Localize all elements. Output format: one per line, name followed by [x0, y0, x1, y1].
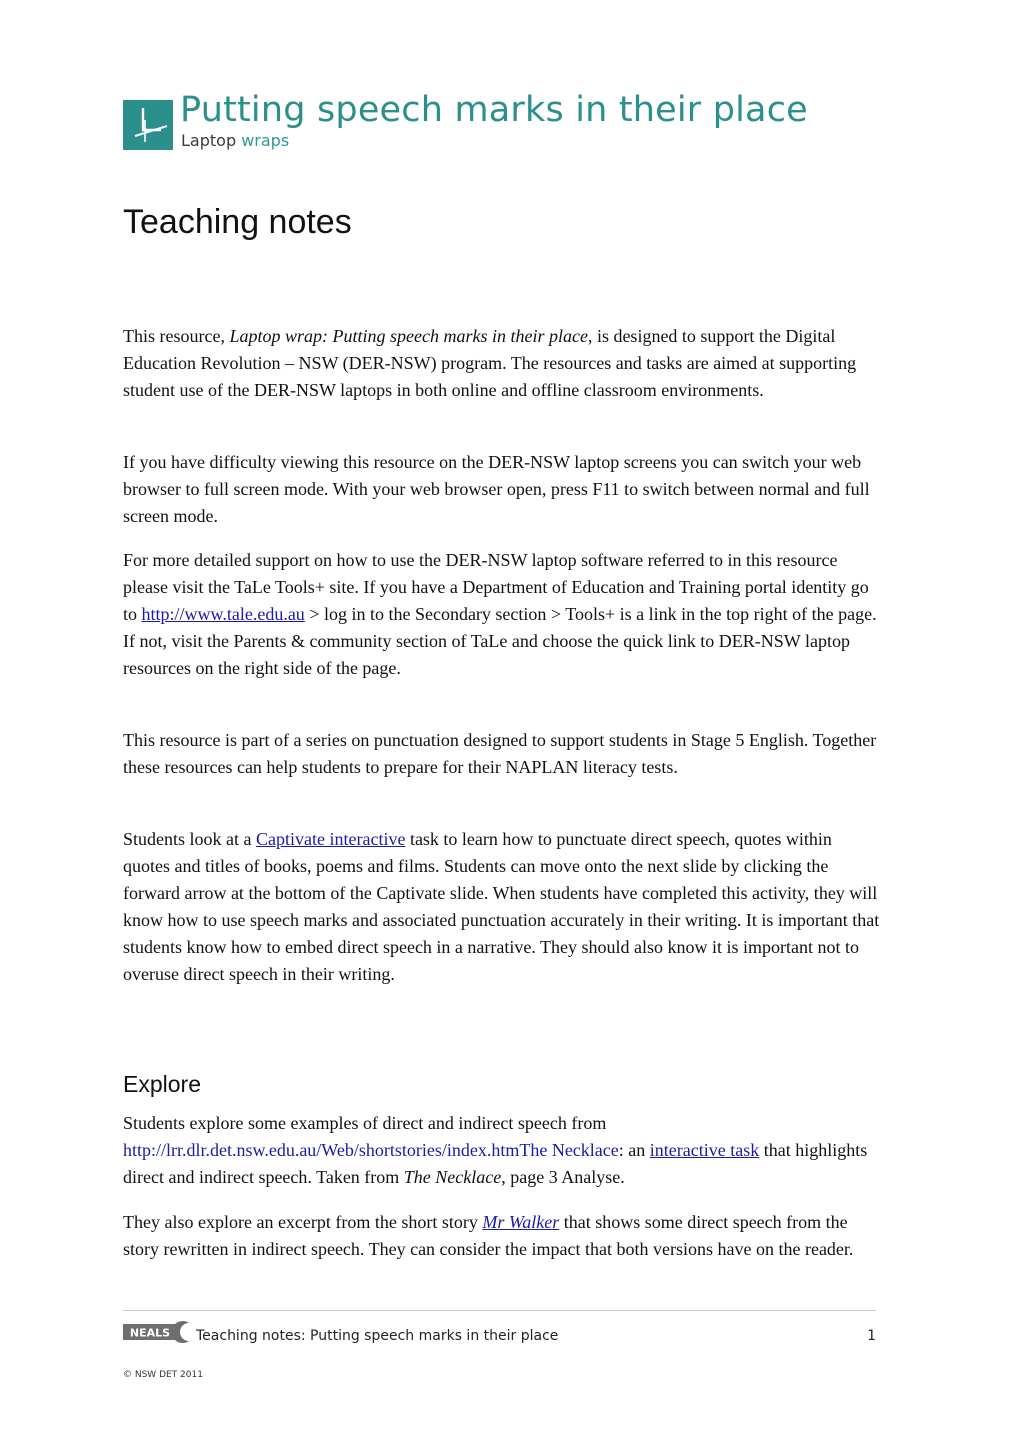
intro-paragraph [123, 323, 883, 404]
resource-subtitle [181, 131, 289, 150]
necklace-title: The Necklace [403, 1167, 502, 1187]
laptop-wraps-logo-icon [123, 100, 173, 150]
resource-logo [123, 90, 853, 154]
intro-text-start: This resource, [123, 326, 230, 346]
subtitle-main: Laptop [181, 131, 237, 150]
neals-logo-text: NEALS [129, 1326, 171, 1340]
support-text-start: For more detailed support on how to use the DER-NSW laptop software referred to in this resource please visit the TaLe Tools+ site. If you have a Department of Education and Training portal identity go to [123, 550, 869, 624]
explore-text-mid2: that highlights direct and indirect speech. Taken from [123, 1140, 868, 1187]
fullscreen-paragraph: If you have difficulty viewing this resource on the DER-NSW laptop screens you can switch your web browser to full screen mode. With your web browser open, press F11 to switch between normal and full screen mode. [123, 452, 870, 526]
mr-walker-link[interactable]: Mr Walker [482, 1212, 560, 1232]
intro-text-end: is designed to support the Digital Education Revolution – NSW (DER-NSW) program. The resources and tasks are aimed at supporting student use of the DER-NSW laptops in both online and offline classroom environments. [123, 326, 857, 400]
mr-walker-text-end: that shows some direct speech from the story rewritten in indirect speech. They can consider the impact that both versions have on the reader. [123, 1212, 854, 1259]
series-paragraph: This resource is part of a series on punctuation designed to support students in Stage 5 English. Together these resources can help students to prepare for their NAPLAN literacy tests. [123, 730, 877, 777]
tale-link[interactable]: http://www.tale.edu.au [141, 604, 305, 624]
page-title: Teaching notes [123, 203, 352, 241]
short-stories-link[interactable]: http://lrr.dlr.det.nsw.edu.au/Web/shortstories/index.htmThe Necklace [123, 1140, 619, 1160]
support-text-end: > log in to the Secondary section > Tools+ is a link in the top right of the page. If not, visit the Parents & community section of TaLe and choose the quick link to DER-NSW laptop resources on the right side of the page. [123, 604, 877, 678]
explore-text-end: , page 3 Analyse. [501, 1167, 625, 1187]
intro-resource-name: Laptop wrap: Putting speech marks in their place, [229, 326, 593, 346]
captivate-text-start: Students look at a [123, 829, 256, 849]
page-number: 1 [867, 1328, 876, 1344]
captivate-interactive-link[interactable]: Captivate interactive [256, 829, 406, 849]
explore-text-mid: : an [618, 1140, 650, 1160]
support-paragraph [123, 547, 883, 682]
copyright-notice: © NSW DET 2011 [123, 1370, 203, 1380]
mr-walker-text-start: They also explore an excerpt from the short story [123, 1212, 483, 1232]
explore-text-start: Students explore some examples of direct and indirect speech from [123, 1113, 607, 1133]
resource-title: Putting speech marks in their place [180, 90, 808, 130]
neals-logo-icon [123, 1321, 193, 1343]
footer-divider [123, 1310, 876, 1311]
explore-heading: Explore [123, 1071, 201, 1097]
captivate-paragraph [123, 826, 883, 988]
explore-paragraph [123, 1110, 883, 1191]
mr-walker-paragraph [123, 1209, 883, 1263]
captivate-text-end: task to learn how to punctuate direct speech, quotes within quotes and titles of books, poems and films. Students can move onto the next slide by clicking the forward arrow at the bottom of the Captivate slide. When students have completed this activity, they will know how to use speech marks and associated punctuation accurately in their writing. It is important that students know how to embed direct speech in a narrative. They should also know it is important not to overuse direct speech in their writing. [123, 829, 880, 984]
footer-title: Teaching notes: Putting speech marks in their place [196, 1328, 559, 1344]
interactive-task-link[interactable]: interactive task [649, 1140, 760, 1160]
subtitle-accent: wraps [241, 131, 290, 150]
